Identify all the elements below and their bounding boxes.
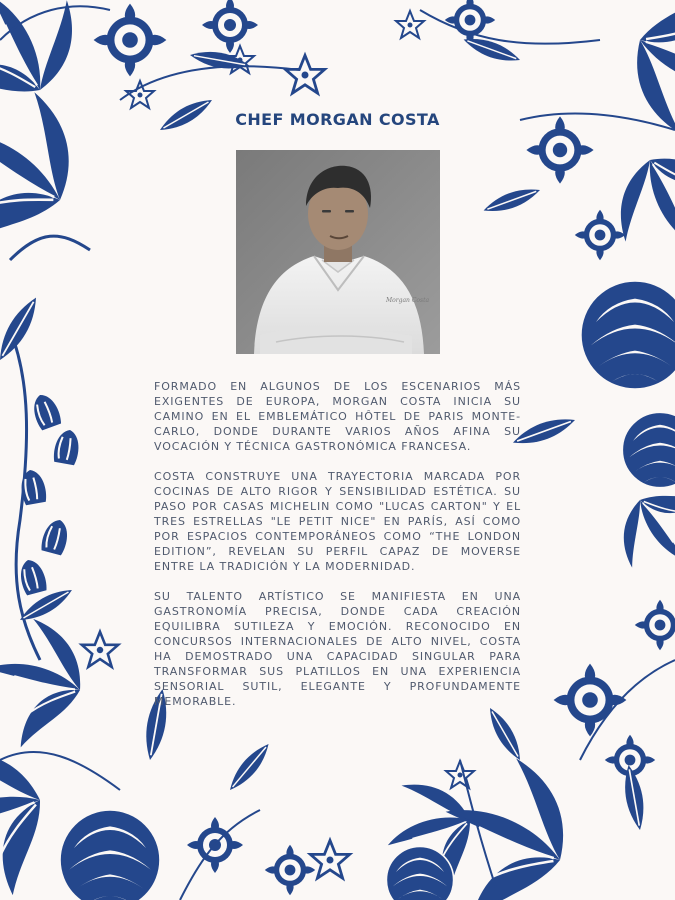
bio-paragraph: FORMADO EN ALGUNOS DE LOS ESCENARIOS MÁS EXIGENTES DE EUROPA, MORGAN COSTA INICIA SU CAMINO EN EL EMBLEMÁTICO HÔTEL DE PARIS MONTE-CARLO, DONDE DURANTE VARIOS AÑOS AFINA SU VOCACIÓN Y TÉCNICA GASTRONÓMICA FRANCESA. (154, 380, 521, 453)
bio-paragraph: COSTA CONSTRUYE UNA TRAYECTORIA MARCADA POR COCINAS DE ALTO RIGOR Y SENSIBILIDAD ESTÉTICA. SU PASO POR CASAS MICHELIN COMO "LUCAS CARTON" Y EL TRES ESTRELLAS "LE PETIT NICE" EN PARÍS, ASÍ COMO POR ESPACIOS CONTEMPORÁNEOS COMO “THE LONDON EDITION”, REVELAN SU PERFIL CAPAZ DE MOVERSE ENTRE LA TRADICIÓN Y LA MODERNIDAD. (154, 470, 521, 573)
chef-biography (154, 379, 521, 724)
chef-portrait-photo (236, 150, 440, 354)
jacket-embroidery: Morgan Costa (386, 297, 430, 304)
bio-paragraph: SU TALENTO ARTÍSTICO SE MANIFIESTA EN UNA GASTRONOMÍA PRECISA, DONDE CADA CREACIÓN EQUILIBRA SUTILEZA Y EMOCIÓN. RECONOCIDO EN CONCURSOS INTERNACIONALES DE ALTO NIVEL, COSTA HA DEMOSTRADO UNA CAPACIDAD SINGULAR PARA TRANSFORMAR SUS PLATILLOS EN UNA EXPERIENCIA SENSORIAL SUTIL, ELEGANTE Y PROFUNDAMENTE MEMORABLE. (154, 590, 521, 708)
page-title: CHEF MORGAN COSTA (235, 110, 440, 129)
